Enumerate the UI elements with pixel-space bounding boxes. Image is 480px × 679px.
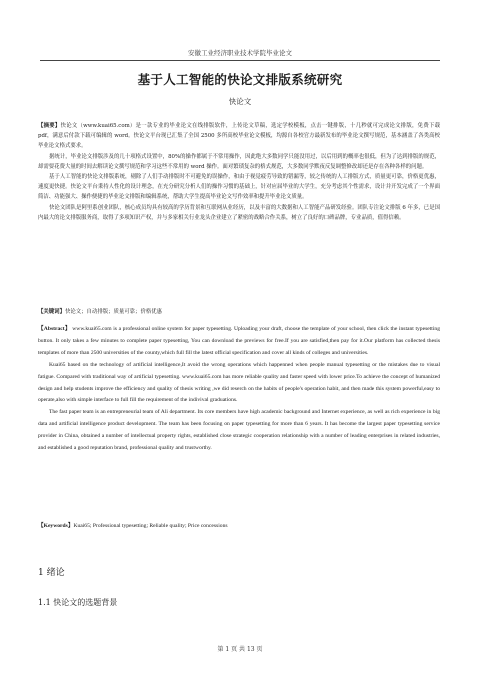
section-heading-1: 1 绪论 bbox=[38, 568, 65, 578]
abstract-en-p3: The fast paper team is an entrepreneurial team of Ali department. Its core members have high academic background and Internet experience, as well as rich experience in big data and artificial intelligence product development. The team has been focusing on paper typesetting for more than 6 years. It has become the largest paper typesetting service provider in China, obtained a number of intellectual property rights, established close strategic cooperation relationship with a number of leading enterprises in related industries, and established a good reputation brand, professional quality and trustworthy. bbox=[38, 409, 440, 452]
abstract-zh-p2: 据统计，毕业论文排版涉及的几十项格式设置中，80%的操作都属于不常用操作，因此绝大多数同学只能没用过，以后用到的概率也很低，但为了达到排版的规范，却需要花费大量的时间去解读论文撰写规范和学习这些不常用的 word 操作。面对繁琐复杂的格式规范，大多数同学默夜反复调整修改却还是存在各种各样的问题。 bbox=[38, 153, 440, 170]
abstract-zh-p1: 【摘要】快论文（www.kuai65.com）是一款专业的毕业论文在线排版软件，上传论文草稿，选定学校模板，点击一键排版，十几秒就可完成论文排版，免费下载 pdf，满意后付款下载可编辑的 word。快论文平台现已汇集了全国 2500 多所高校毕业论文模板，均源自各校官方最新发布的毕业论文撰写规范，基本涵盖了各类高校毕业论文格式要求。 bbox=[38, 123, 440, 150]
abstract-zh-label: 【摘要】 bbox=[38, 123, 61, 129]
running-header: 安徽工业经济职业技术学院毕业论文 bbox=[188, 49, 292, 57]
header-rule bbox=[40, 60, 440, 61]
abstract-zh-p3: 基于人工智能的快论文排版系统，剔除了人们手动排版时不可避免的误操作，和由于视觉疲劳导致的错漏等，较之传统的人工排版方式，质量更可靠，价格更优惠，速度更快捷。快论文平台秉持人性化的设计理念，在充分研究分析人们的操作习惯的基础上，针对应届毕业的大学生，充分考虑其个性需求，设计并开发完成了一个界面简洁、功能强大、操作便捷的毕业论文排版和编辑系统，帮助大学生提高毕业论文写作效率和提升毕业论文质量。 bbox=[38, 174, 440, 201]
keywords-zh-label: 【关键词】 bbox=[38, 309, 65, 315]
abstract-en-p2: Kuai65 based on the technology of artificial intelligence,It avoid the wrong operations which happenned when people manual typesetting or the mistakes due to visual fatigue. Compared with traditional way of artificial typesetting. www.kuai65.com has more reliable quality and faster speed with lower price.To achieve the concept of humanized design and help students improve the efficiency and quality of thesis writing ,we did reserch on the habits of people's operation habit, and then made this system powerful,easy to operate,also with simple interface to full fill the requirement of the indivival graduations. bbox=[38, 361, 440, 404]
paper-title: 基于人工智能的快论文排版系统研究 bbox=[137, 72, 343, 87]
paper-author: 快论文 bbox=[228, 97, 252, 106]
keywords-zh-text: 快论文；自动排版；质量可靠；价格优惠 bbox=[64, 309, 163, 315]
abstract-en bbox=[38, 324, 440, 455]
keywords-zh bbox=[38, 307, 440, 315]
keywords-en-text: Kuai65; Professional typesetting; Reliable quality; Price concessions bbox=[73, 523, 228, 529]
abstract-zh bbox=[38, 121, 440, 223]
section-heading-1-1: 1.1 快论文的选题背景 bbox=[38, 598, 118, 607]
abstract-en-label: 【Abstract】 bbox=[38, 326, 71, 332]
abstract-en-p1: 【Abstract】 www.kuai65.com is a professional online system for paper typesetting. Uploading your draft, choose the template of your school, then click the instant typesetting button. It only takes a few minutes to complete paper typesetting, You can download the previews for free.If you are satisfied,then pay for it.Our platform has collected thesis templates of more than 2500 universities of the county,which full fill the latest official specification and cover all kinds of colleges and universities. bbox=[38, 326, 440, 356]
keywords-en bbox=[38, 521, 440, 529]
keywords-en-label: 【Keywords】 bbox=[38, 523, 74, 529]
page-footer: 第 1 页 共 13 页 bbox=[217, 646, 263, 653]
abstract-zh-p4: 快论文团队是阿里系创业团队，核心成员均具有较高的学历背景和互联网从业经历，以及丰富的大数据和人工智能产品研发经验。团队专注论文排版 6 年多，已是国内最大的论文排版服务商，取得了多项知识产权，并与多家相关行业龙头企业建立了紧密的战略合作关系，树立了良好的口碑品牌，专业品质，值得信赖。 bbox=[38, 204, 440, 221]
